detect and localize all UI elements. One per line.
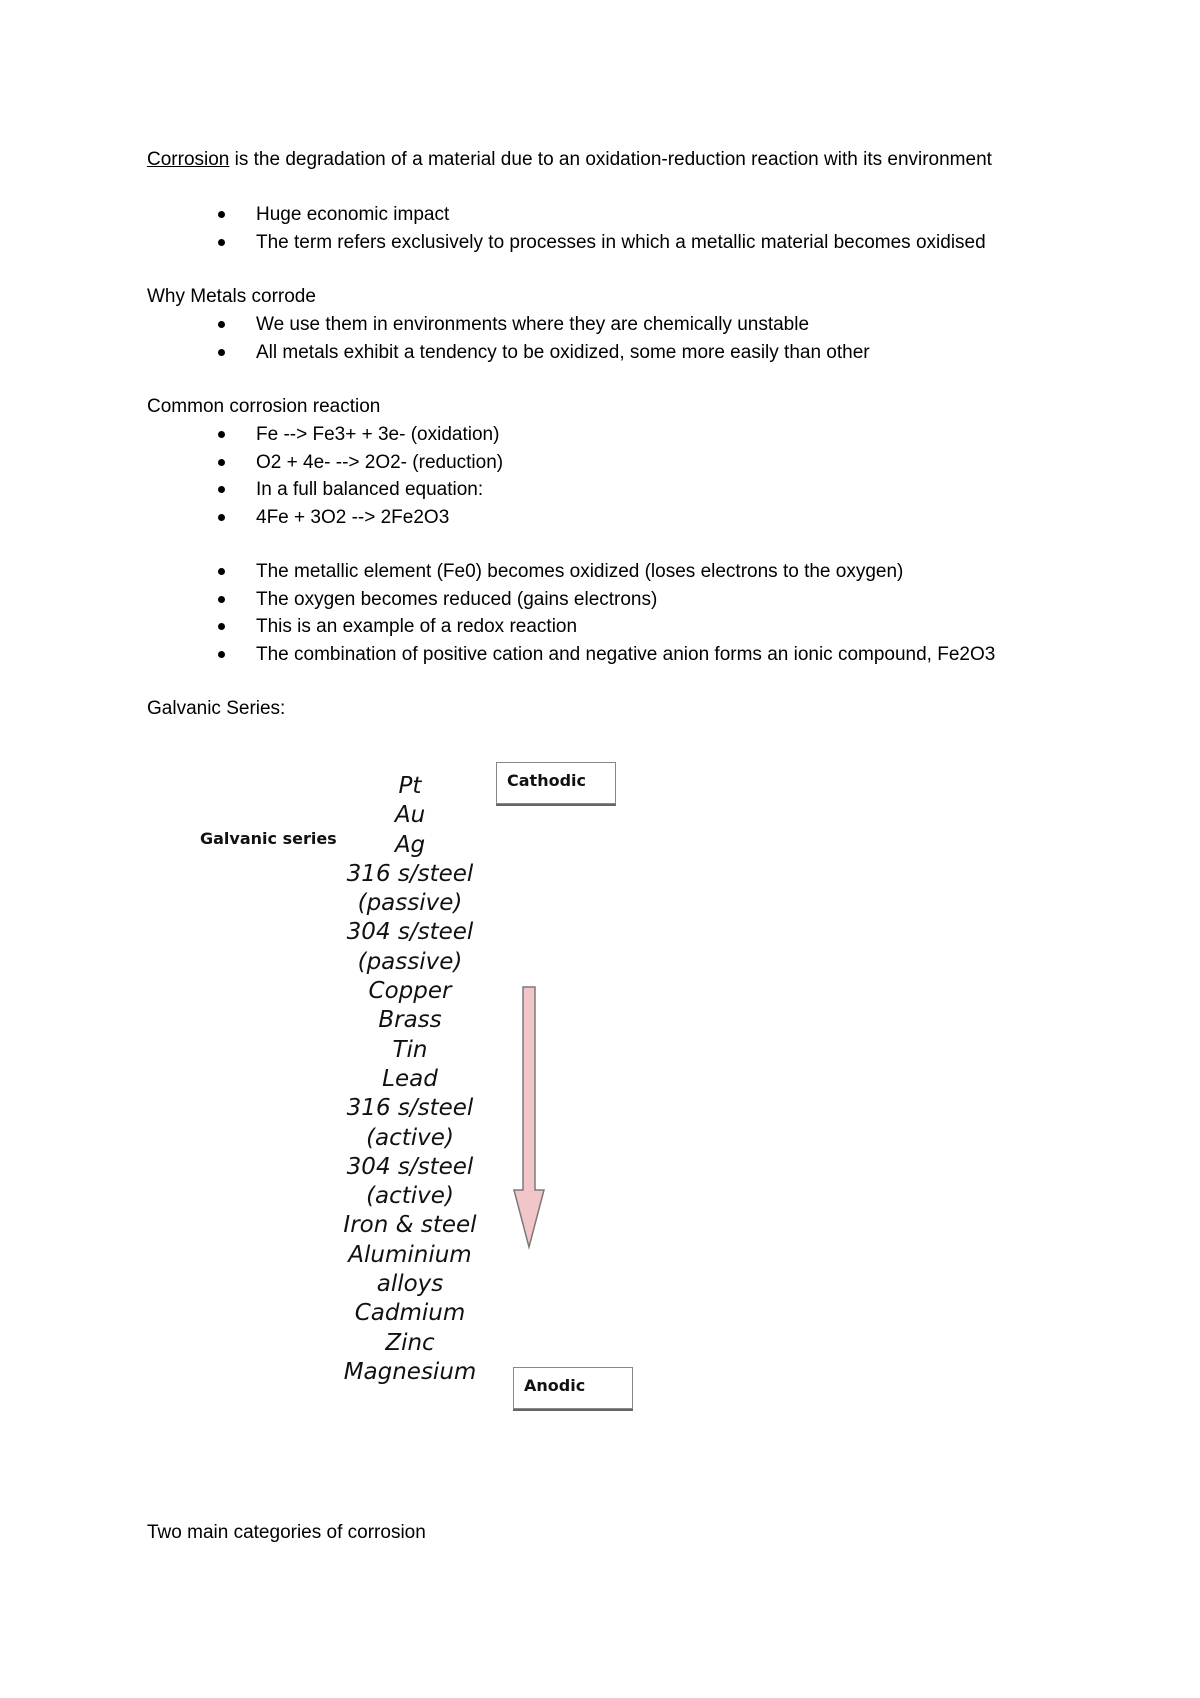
- list-item: This is an example of a redox reaction: [218, 613, 1118, 641]
- series-item: (passive): [357, 948, 463, 975]
- series-item: Lead: [382, 1065, 438, 1092]
- cathodic-label: Cathodic: [507, 771, 586, 790]
- list-item: 4Fe + 3O2 --> 2Fe2O3: [218, 504, 1118, 532]
- series-item: Ag: [394, 831, 426, 858]
- corrosion-term: Corrosion: [147, 149, 230, 170]
- series-item: 316 s/steel: [346, 1095, 474, 1122]
- anodic-box: [513, 1367, 633, 1409]
- list-item: The metallic element (Fe0) becomes oxidized (loses electrons to the oxygen): [218, 558, 1118, 586]
- series-item: (active): [366, 1124, 454, 1151]
- list-item: O2 + 4e- --> 2O2- (reduction): [218, 449, 1118, 477]
- corrosion-definition: is the degradation of a material due to an oxidation-reduction reaction with its environment: [229, 149, 992, 170]
- series-item: Cadmium: [354, 1300, 466, 1327]
- two-categories-heading: Two main categories of corrosion: [147, 1522, 426, 1543]
- series-item: Pt: [398, 773, 422, 799]
- series-item: 316 s/steel: [346, 860, 474, 887]
- common-reaction-heading: Common corrosion reaction: [147, 396, 381, 417]
- series-item: 304 s/steel: [346, 1153, 474, 1180]
- list-item: Huge economic impact: [218, 201, 1118, 229]
- list-item: We use them in environments where they are chemically unstable: [218, 311, 1118, 339]
- list-item: The oxygen becomes reduced (gains electrons): [218, 586, 1118, 614]
- galvanic-series-list: [320, 772, 500, 1387]
- series-item: Copper: [368, 978, 452, 1005]
- list-item: The term refers exclusively to processes in which a metallic material becomes oxidised: [218, 229, 1118, 257]
- galvanic-heading: Galvanic Series:: [147, 698, 286, 719]
- list-item: All metals exhibit a tendency to be oxidized, some more easily than other: [218, 339, 1118, 367]
- series-item: 304 s/steel: [346, 919, 474, 946]
- redox-bullet-list: [218, 558, 1118, 668]
- series-item: (passive): [357, 890, 463, 917]
- intro-paragraph: [147, 146, 1107, 173]
- galvanic-figure-label: Galvanic series: [200, 829, 337, 848]
- series-item: Aluminium: [348, 1241, 472, 1268]
- intro-bullet-list: [218, 201, 1118, 256]
- series-item: Zinc: [385, 1329, 435, 1356]
- series-item: alloys: [376, 1271, 444, 1298]
- reaction-bullet-list: [218, 421, 1118, 531]
- series-item: Au: [394, 802, 426, 829]
- anodic-label: Anodic: [524, 1376, 586, 1395]
- down-arrow-icon: [512, 985, 546, 1250]
- cathodic-box: [496, 762, 616, 804]
- why-metals-heading: Why Metals corrode: [147, 286, 316, 307]
- series-item: Tin: [392, 1036, 428, 1063]
- series-item: Magnesium: [343, 1358, 477, 1385]
- why-metals-bullet-list: [218, 311, 1118, 366]
- series-item: Brass: [378, 1007, 442, 1034]
- series-item: Iron & steel: [343, 1212, 477, 1239]
- list-item: In a full balanced equation:: [218, 476, 1118, 504]
- list-item: The combination of positive cation and negative anion forms an ionic compound, Fe2O3: [218, 641, 1118, 669]
- series-item: (active): [366, 1183, 454, 1210]
- list-item: Fe --> Fe3+ + 3e- (oxidation): [218, 421, 1118, 449]
